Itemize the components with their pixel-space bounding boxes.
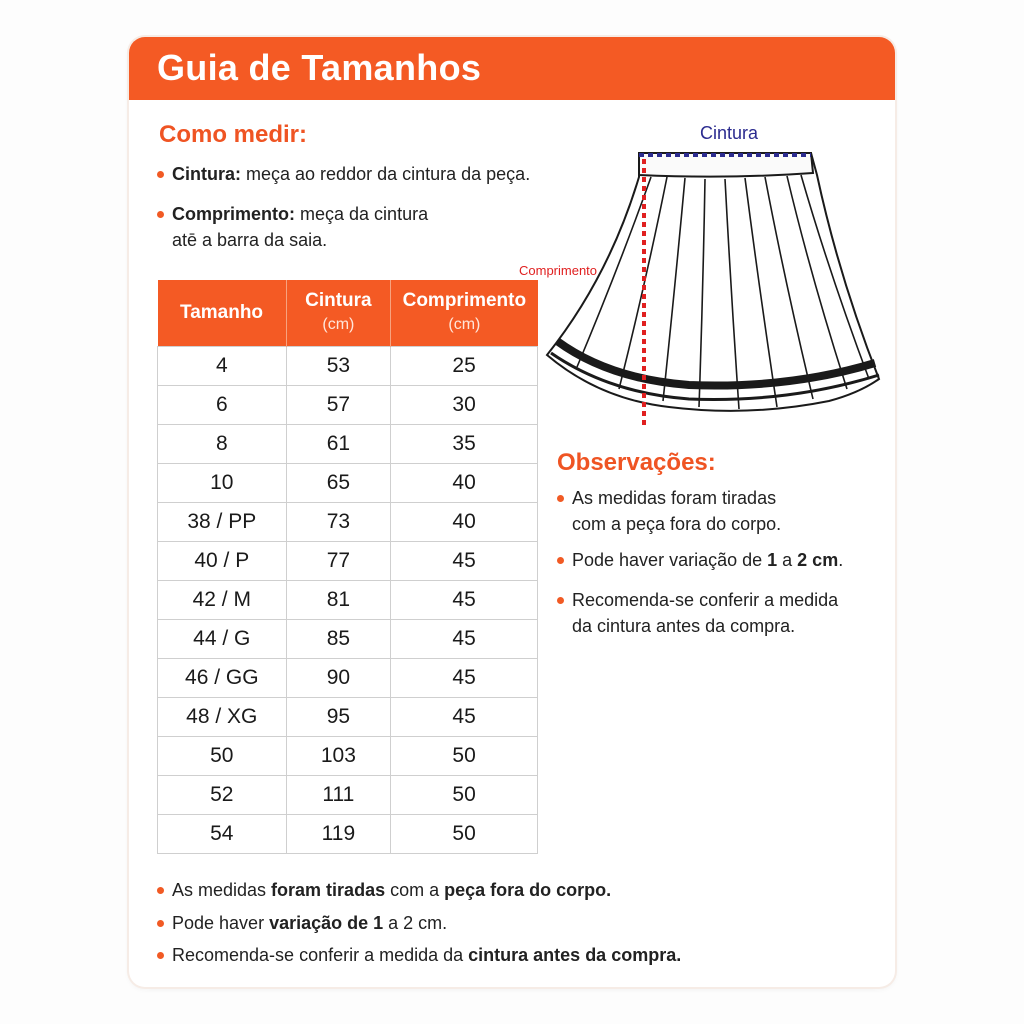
waist-cell: 61 [286,425,391,464]
waist-cell: 73 [286,503,391,542]
size-cell: 8 [158,425,287,464]
footer-note: As medidas foram tiradas com a peça fora do corpo. [157,877,611,903]
size-cell: 50 [158,737,287,776]
how-to-item-waist [157,161,530,187]
length-cell: 40 [391,464,538,503]
table-row [158,464,538,503]
length-cell: 50 [391,737,538,776]
waist-cell: 119 [286,815,391,854]
observation-item: As medidas foram tiradas com a peça fora do corpo. [557,485,781,537]
observations-title: Observações: [557,449,716,476]
size-table [157,280,538,854]
size-cell: 38 / PP [158,503,287,542]
waist-label: Cintura [699,123,759,143]
waist-cell: 103 [286,737,391,776]
size-cell: 42 / M [158,581,287,620]
length-cell: 30 [391,386,538,425]
table-row [158,659,538,698]
waist-cell: 77 [286,542,391,581]
table-row [158,581,538,620]
header-length: Comprimento (cm) [391,280,538,347]
length-cell: 35 [391,425,538,464]
waist-cell: 95 [286,698,391,737]
page-title: Guia de Tamanhos [157,47,482,88]
table-header-row [158,280,538,347]
how-to-item-length [157,201,428,253]
how-to-waist-label: Cintura: [172,164,241,184]
size-cell: 52 [158,776,287,815]
waist-cell: 65 [286,464,391,503]
header-size: Tamanho [158,280,287,347]
size-cell: 40 / P [158,542,287,581]
observation-item: Recomenda-se conferir a medida da cintura antes da compra. [557,587,838,639]
length-cell: 45 [391,620,538,659]
table-row [158,620,538,659]
how-to-waist-text: meça ao reddor da cintura da peça. [246,164,531,184]
footer-note: Recomenda-se conferir a medida da cintura antes da compra. [157,942,681,968]
observation-item: Pode haver variação de 1 a 2 cm. [557,547,843,573]
table-row [158,503,538,542]
header-banner [129,37,895,100]
table-row [158,425,538,464]
length-cell: 45 [391,659,538,698]
size-cell: 54 [158,815,287,854]
length-cell: 45 [391,698,538,737]
how-to-measure-title: Como medir: [159,121,308,148]
length-cell: 45 [391,542,538,581]
table-row [158,698,538,737]
length-cell: 50 [391,815,538,854]
size-cell: 4 [158,347,287,386]
waist-cell: 57 [286,386,391,425]
table-row [158,815,538,854]
how-to-length-text-1: meça da cintura [300,204,429,224]
table-row [158,347,538,386]
size-cell: 6 [158,386,287,425]
length-cell: 40 [391,503,538,542]
size-cell: 48 / XG [158,698,287,737]
table-row [158,776,538,815]
length-label: Comprimento [519,263,598,278]
waist-cell: 90 [286,659,391,698]
length-cell: 45 [391,581,538,620]
size-cell: 10 [158,464,287,503]
size-guide-card [129,37,895,987]
table-row [158,386,538,425]
waist-cell: 111 [286,776,391,815]
skirt-diagram [519,117,889,447]
waist-cell: 85 [286,620,391,659]
size-cell: 46 / GG [158,659,287,698]
waist-cell: 81 [286,581,391,620]
footer-note: Pode haver variação de 1 a 2 cm. [157,910,447,936]
waist-cell: 53 [286,347,391,386]
table-row [158,737,538,776]
size-cell: 44 / G [158,620,287,659]
how-to-length-text-2: atē a barra da saia. [172,230,328,250]
header-waist: Cintura (cm) [286,280,391,347]
length-cell: 25 [391,347,538,386]
length-cell: 50 [391,776,538,815]
table-row [158,542,538,581]
how-to-length-label: Comprimento: [172,204,295,224]
